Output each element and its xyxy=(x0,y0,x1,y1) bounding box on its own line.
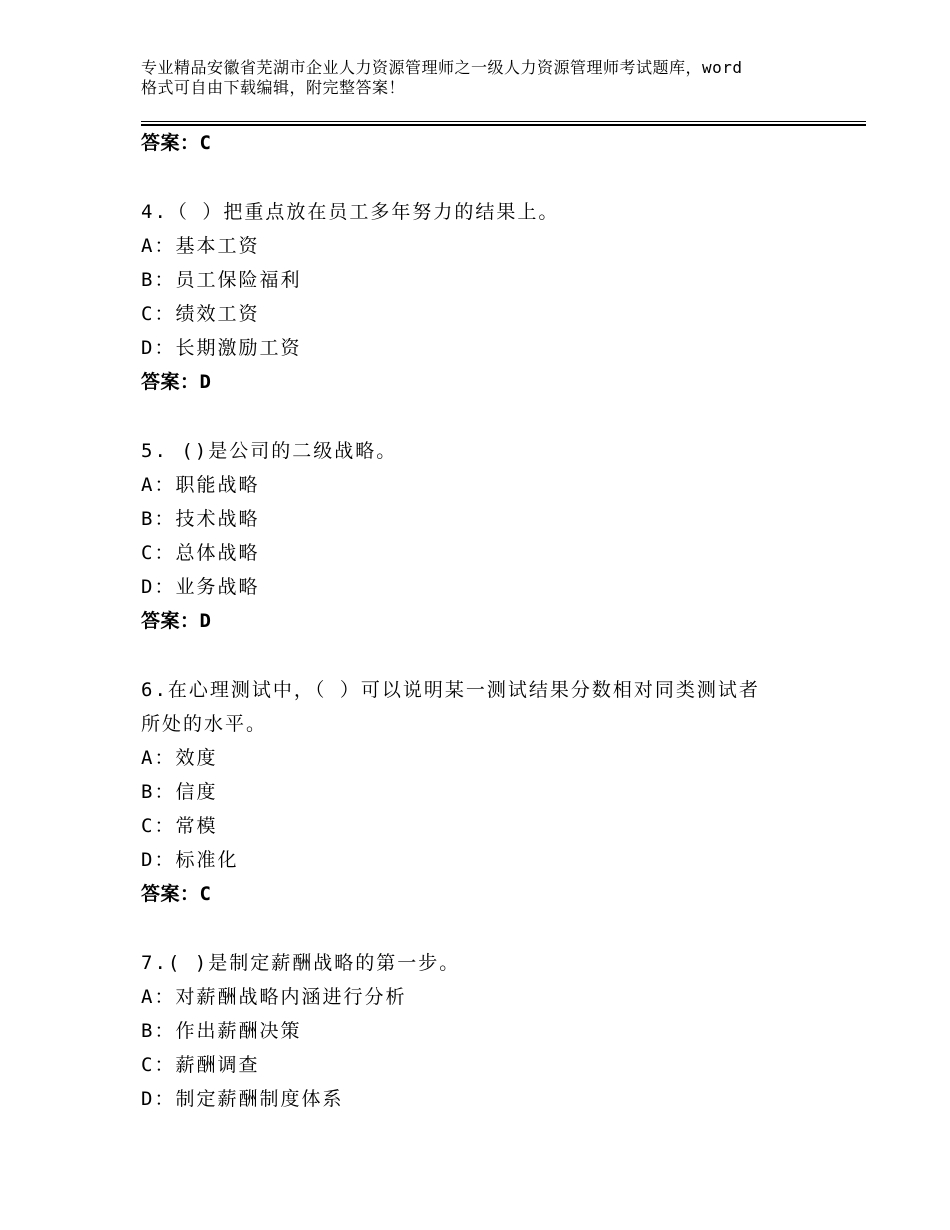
question-6-stem-line-2: 所处的水平。 xyxy=(141,713,268,735)
question-7-option-c: C：薪酬调查 xyxy=(141,1054,260,1076)
question-6-answer: 答案：C xyxy=(141,883,212,905)
question-5-stem: 5. ()是公司的二级战略。 xyxy=(141,440,398,462)
question-4-option-a: A：基本工资 xyxy=(141,235,260,257)
question-4-stem: 4.（ ）把重点放在员工多年努力的结果上。 xyxy=(141,201,560,223)
question-5-option-c: C：总体战略 xyxy=(141,542,260,564)
question-5-answer: 答案：D xyxy=(141,610,212,632)
question-7-option-a: A：对薪酬战略内涵进行分析 xyxy=(141,986,407,1008)
question-5-option-d: D：业务战略 xyxy=(141,576,260,598)
question-6-option-d: D：标准化 xyxy=(141,849,239,871)
question-7-stem: 7.( )是制定薪酬战略的第一步。 xyxy=(141,952,461,974)
question-4-option-b: B：员工保险福利 xyxy=(141,269,302,291)
question-7-option-d: D：制定薪酬制度体系 xyxy=(141,1088,344,1110)
header-line-1: 专业精品安徽省芜湖市企业人力资源管理师之一级人力资源管理师考试题库，word xyxy=(141,58,743,77)
question-6-option-a: A：效度 xyxy=(141,747,218,769)
header-rule-thick xyxy=(141,124,866,126)
question-6-option-c: C：常模 xyxy=(141,815,218,837)
header-rule-thin xyxy=(141,121,866,122)
question-7-option-b: B：作出薪酬决策 xyxy=(141,1020,302,1042)
question-6-option-b: B：信度 xyxy=(141,781,218,803)
question-4-option-d: D：长期激励工资 xyxy=(141,337,302,359)
answer-previous: 答案：C xyxy=(141,132,212,154)
question-5-option-a: A：职能战略 xyxy=(141,474,260,496)
question-6-stem-line-1: 6.在心理测试中，（ ）可以说明某一测试结果分数相对同类测试者 xyxy=(141,679,760,701)
document-header xyxy=(141,58,841,98)
header-line-2: 格式可自由下载编辑，附完整答案！ xyxy=(141,78,406,97)
question-4-option-c: C：绩效工资 xyxy=(141,303,260,325)
question-4-answer: 答案：D xyxy=(141,371,212,393)
question-5-option-b: B：技术战略 xyxy=(141,508,260,530)
